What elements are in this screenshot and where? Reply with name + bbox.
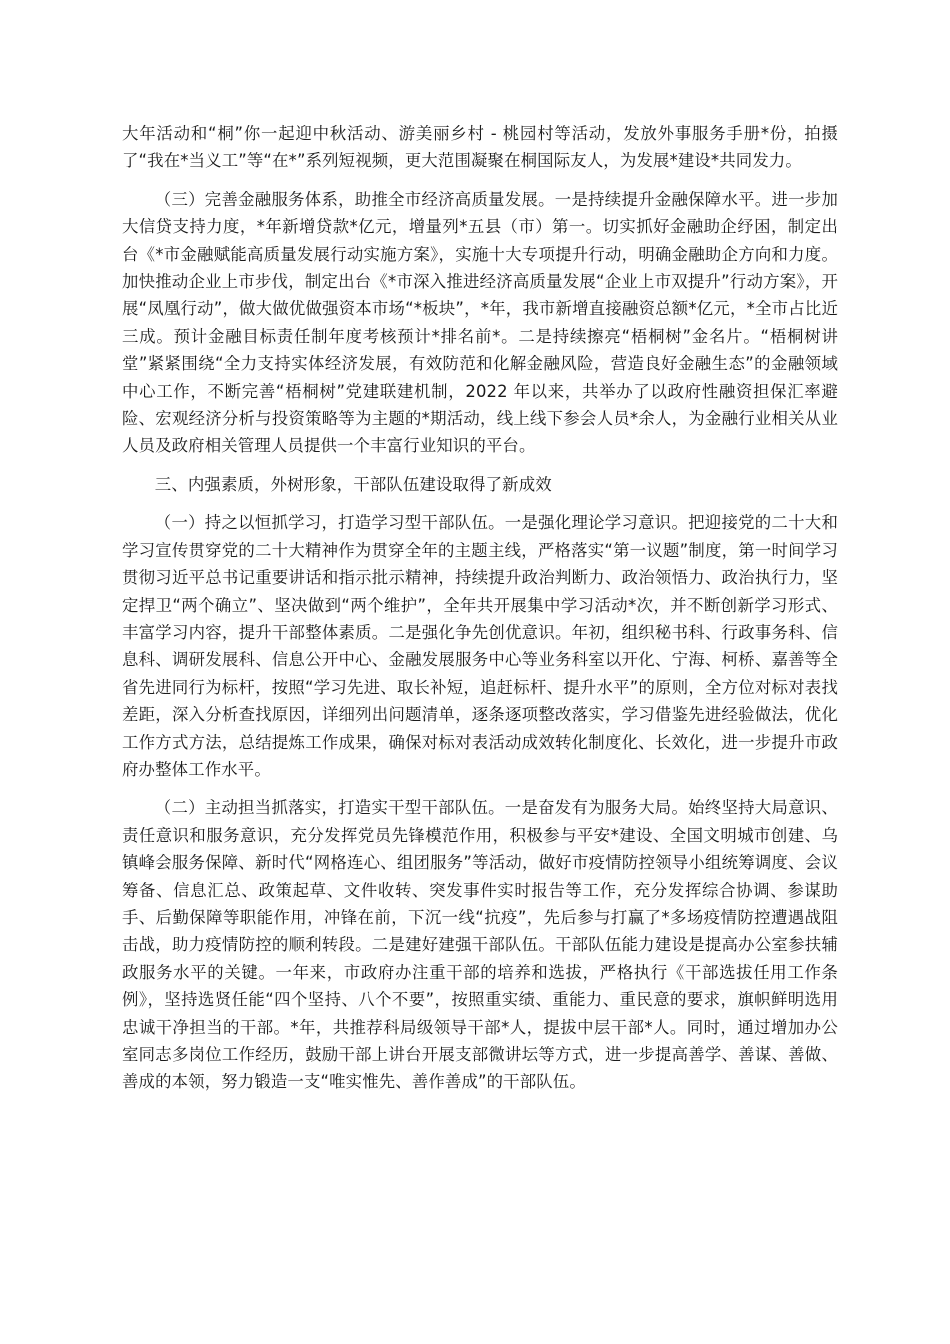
- paragraph-learning-cadres: （一）持之以恒抓学习，打造学习型干部队伍。一是强化理论学习意识。把迎接党的二十大和学习宣传贯穿党的二十大精神作为贯穿全年的主题主线，严格落实“第一议题”制度，第一时间学习贯彻习近平总书记重要讲话和指示批示精神，持续提升政治判断力、政治领悟力、政治执行力，坚定捍卫“两个确立”、坚决做到“两个维护”，全年共开展集中学习活动*次，并不断创新学习形式、丰富学习内容，提升干部整体素质。二是强化争先创优意识。年初，组织秘书科、行政事务科、信息科、调研发展科、信息公开中心、金融发展服务中心等业务科室以开化、宁海、柯桥、嘉善等全省先进同行为标杆，按照“学习先进、取长补短，追赶标杆、提升水平”的原则，全方位对标对表找差距，深入分析查找原因，详细列出问题清单，逐条逐项整改落实，学习借鉴先进经验做法，优化工作方式方法，总结提炼工作成果，确保对标对表活动成效转化制度化、长效化，进一步提升市政府办整体工作水平。: [122, 513, 838, 779]
- paragraph-finance-services: （三）完善金融服务体系，助推全市经济高质量发展。一是持续提升金融保障水平。进一步加大信贷支持力度，*年新增贷款*亿元，增量列*五县（市）第一。切实抓好金融助企纾困，制定出台《*市金融赋能高质量发展行动实施方案》，实施十大专项提升行动，明确金融助企方向和力度。加快推动企业上市步伐，制定出台《*市深入推进经济高质量发展“企业上市双提升”行动方案》，开展“凤凰行动”，做大做优做强资本市场“*板块”，*年，我市新增直接融资总额*亿元，*全市占比近三成。预计金融目标责任制年度考核预计*排名前*。二是持续擦亮“梧桐树”金名片。“梧桐树讲堂”紧紧围绕“全力支持实体经济发展，有效防范和化解金融风险，营造良好金融生态”的金融领域中心工作，不断完善“梧桐树”党建联建机制，2022 年以来，共举办了以政府性融资担保汇率避险、宏观经济分析与投资策略等为主题的*期活动，线上线下参会人员*余人，为金融行业相关从业人员及政府相关管理人员提供一个丰富行业知识的平台。: [122, 189, 838, 456]
- document-page: [122, 120, 838, 1107]
- paragraph-continuation: 大年活动和“桐”你一起迎中秋活动、游美丽乡村 - 桃园村等活动，发放外事服务手册*份，拍摄了“我在*当义工”等“在*”系列短视频，更大范围凝聚在桐国际友人，为发展*建设*共同发力。: [122, 124, 838, 171]
- section-heading-cadre-building: 三、内强素质，外树形象，干部队伍建设取得了新成效: [154, 474, 552, 494]
- paragraph-practical-cadres: （二）主动担当抓落实，打造实干型干部队伍。一是奋发有为服务大局。始终坚持大局意识、责任意识和服务意识，充分发挥党员先锋模范作用，积极参与平安*建设、全国文明城市创建、乌镇峰会服务保障、新时代“网格连心、组团服务”等活动，做好市疫情防控领导小组统筹调度、会议筹备、信息汇总、政策起草、文件收转、突发事件实时报告等工作，充分发挥综合协调、参谋助手、后勤保障等职能作用，冲锋在前，下沉一线“抗疫”，先后参与打赢了*多场疫情防控遭遇战阻击战，助力疫情防控的顺利转段。二是建好建强干部队伍。干部队伍能力建设是提高办公室参扶辅政服务水平的关键。一年来，市政府办注重干部的培养和选拔，严格执行《干部选拔任用工作条例》，坚持选贤任能“四个坚持、八个不要”，按照重实绩、重能力、重民意的要求，旗帜鲜明选用忠诚干净担当的干部。*年，共推荐科局级领导干部*人，提拔中层干部*人。同时，通过增加办公室同志多岗位工作经历，鼓励干部上讲台开展支部微讲坛等方式，进一步提高善学、善谋、善做、善成的本领，努力锻造一支“唯实惟先、善作善成”的干部队伍。: [122, 798, 838, 1092]
